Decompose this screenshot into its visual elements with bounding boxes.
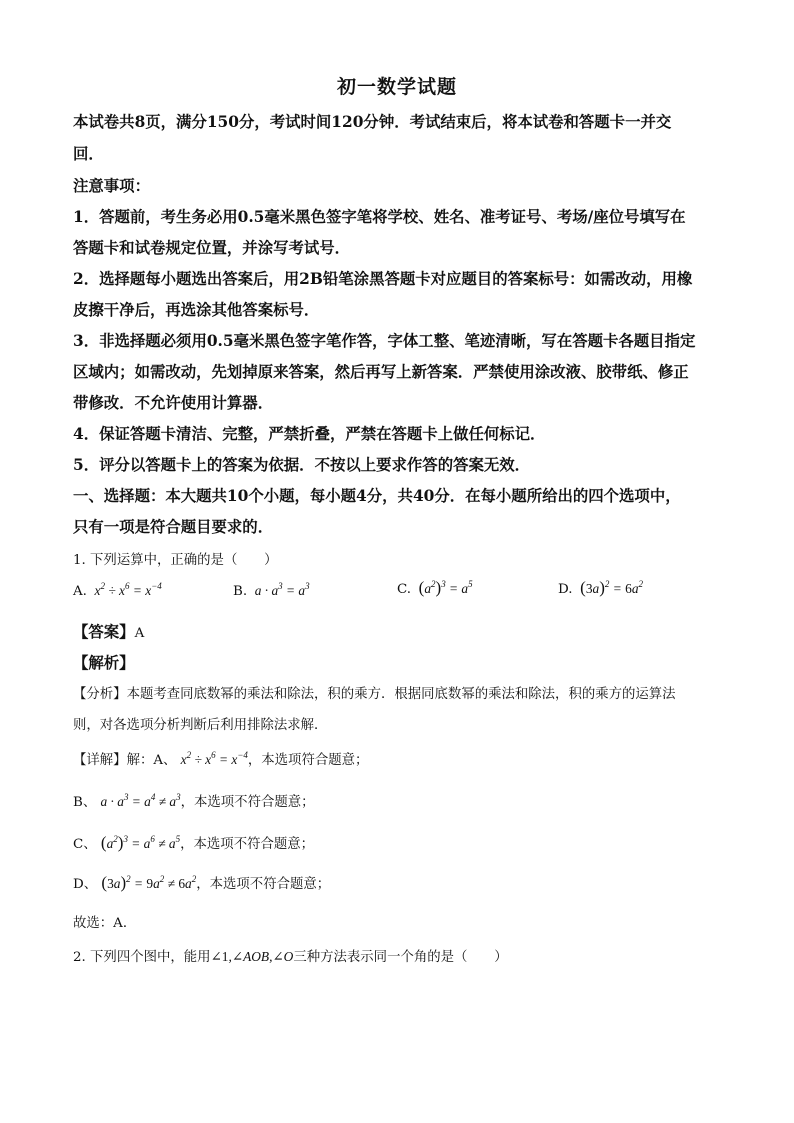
- notice-item: 2．选择题每小题选出答案后，用2B铅笔涂黑答题卡对应题目的答案标号：如需改动，用橡: [73, 270, 693, 288]
- q2-angle-notation: ∠1,∠AOB,∠O: [210, 949, 294, 964]
- xiangjie-tag: 【详解】: [73, 753, 127, 768]
- conclusion: 故选：A．: [73, 916, 137, 931]
- xiangjie-line-c: [73, 833, 733, 853]
- question-2-stem: [73, 946, 733, 965]
- answer-value: A: [134, 626, 145, 641]
- q2-stem-prefix: 2. 下列四个图中，能用: [73, 950, 211, 965]
- c-suffix: ，本选项不符合题意；: [180, 837, 315, 852]
- fenxi-line-2: 则，对各选项分析判断后利用排除法求解．: [73, 718, 328, 733]
- notice-item: 区域内；如需改动，先划掉原来答案，然后再写上新答案．严禁使用涂改液、胶带纸、修正: [73, 363, 689, 381]
- xiangjie-line-a: [73, 749, 733, 768]
- notice-item: 皮擦干净后，再选涂其他答案标号．: [73, 301, 320, 319]
- option-c-label: C.: [397, 582, 412, 597]
- xiangjie-prefix: 解：A、: [126, 753, 177, 768]
- fenxi-line-1: [73, 683, 733, 702]
- fenxi-tag: 【分析】: [73, 687, 127, 702]
- xiangjie-suffix-a: ，本选项符合题意；: [247, 753, 369, 768]
- notice-item: 4．保证答题卡清洁、完整，严禁折叠，严禁在答题卡上做任何标记．: [73, 425, 546, 443]
- option-b-formula: $a \cdot a^3 = a^3$: [251, 581, 310, 598]
- answer-line: [73, 620, 733, 642]
- xiangjie-formula-c: $(a^2)^3 = a^6 \ne a^5$: [100, 833, 181, 852]
- d-suffix: ，本选项不符合题意；: [196, 877, 331, 892]
- xiangjie-formula-b: $a \cdot a^3 = a^4 \ne a^3$: [100, 792, 181, 809]
- notice-item: 带修改．不允许使用计算器．: [73, 394, 274, 412]
- option-d-formula: $(3a)^2 = 6a^2$: [580, 578, 644, 597]
- option-a-label: A.: [73, 584, 87, 599]
- answer-tag: 【答案】: [73, 623, 135, 641]
- question-1-stem: 1. 下列运算中，正确的是（ ）: [73, 553, 278, 568]
- option-d-label: D.: [558, 582, 573, 597]
- xiangjie-line-d: [73, 873, 733, 893]
- xiangjie-formula-a: $x^2 \div x^6 = x^{-4}$: [180, 750, 248, 767]
- d-prefix: D、: [73, 877, 98, 892]
- c-prefix: C、: [73, 837, 97, 852]
- section-heading-line-1: 一、选择题：本大题共10个小题，每小题4分，共40分．在每小题所给出的四个选项中，: [73, 487, 681, 505]
- q2-stem-suffix: 三种方法表示同一个角的是（ ）: [293, 950, 508, 965]
- option-a: [73, 583, 162, 599]
- notice-item: 5．评分以答题卡上的答案为依据．不按以上要求作答的答案无效．: [73, 456, 531, 474]
- analysis-tag: 【解析】: [73, 654, 135, 672]
- b-suffix: ，本选项不符合题意；: [180, 795, 315, 810]
- page-title: 初一数学试题: [336, 76, 457, 98]
- option-b-label: B.: [233, 584, 248, 599]
- option-c: [397, 578, 473, 598]
- xiangjie-formula-d: $(3a)^2 = 9a^2 \ne 6a^2$: [101, 873, 197, 892]
- xiangjie-line-b: [73, 791, 733, 810]
- notice-item: 3．非选择题必须用0.5毫米黑色签字笔作答，字体工整、笔迹清晰，写在答题卡各题目指定: [73, 332, 696, 350]
- option-c-formula: $(a^2)^3 = a^5$: [418, 578, 473, 597]
- section-heading-line-2: 只有一项是符合题目要求的．: [73, 518, 274, 536]
- option-b: [233, 583, 310, 599]
- b-prefix: B、: [73, 795, 97, 810]
- notice-item: 1．答题前，考生务必用0.5毫米黑色签字笔将学校、姓名、准考证号、考场/座位号填写在: [73, 208, 686, 226]
- intro-line-2: 回．: [73, 145, 104, 163]
- option-d: [558, 578, 643, 598]
- fenxi-text: 本题考查同底数幂的乘法和除法，积的乘方．根据同底数幂的乘法和除法，积的乘方的运算法: [126, 687, 676, 702]
- notice-item: 答题卡和试卷规定位置，并涂写考试号．: [73, 239, 351, 257]
- option-a-formula: $x^2 \div x^6 = x^{-4}$: [91, 581, 162, 598]
- intro-line-1: 本试卷共8页，满分150分，考试时间120分钟．考试结束后，将本试卷和答题卡一并交: [73, 113, 672, 131]
- notice-heading: 注意事项：: [73, 177, 150, 195]
